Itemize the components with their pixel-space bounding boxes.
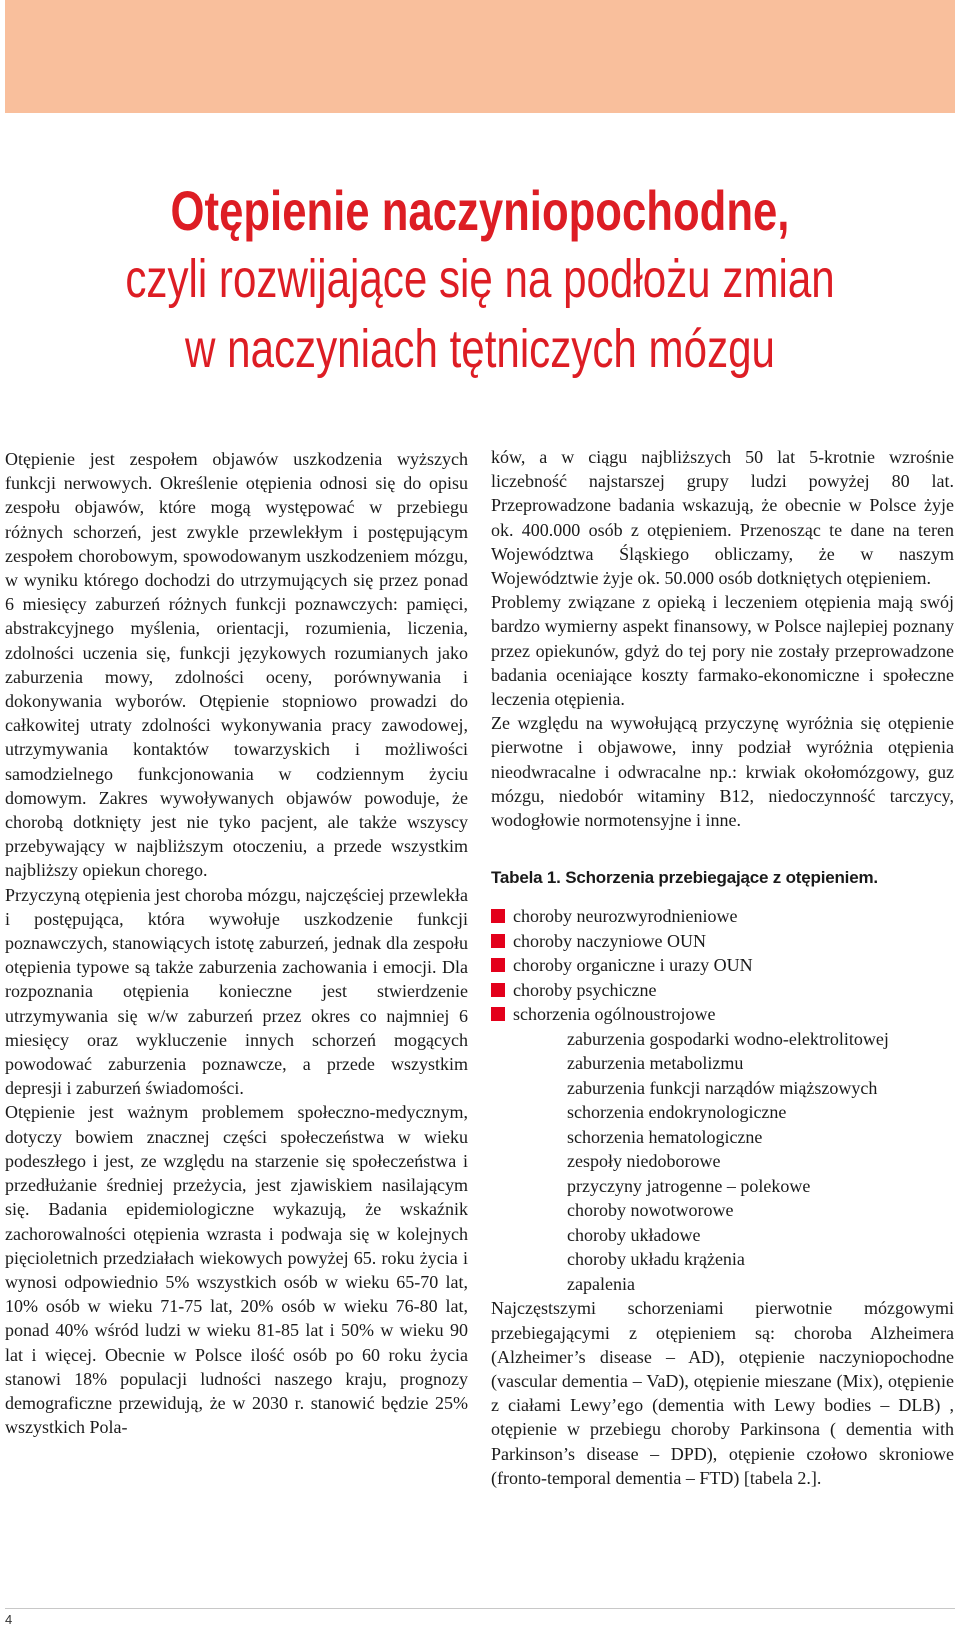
list-item-label: choroby neurozwyrodnieniowe [513,906,738,927]
sub-list-item: zaburzenia funkcji narządów miąższowych [567,1077,878,1098]
sub-list [491,1027,954,1297]
paragraph: ków, a w ciągu najbliższych 50 lat 5-krotnie wzrośnie liczebność najstarszej grupy ludzi powyżej 80 lat. Przeprowadzone badania wskazują, że obecnie w Polsce żyje ok. 400.000 osób z otępieniem. Przenosząc te dane na teren Województwa Śląskiego obliczamy, że w naszym Województwie żyje ok. 50.000 osób dotkniętych otępieniem. [491,447,954,589]
bullet-square-icon [491,958,505,972]
bullet-square-icon [491,934,505,948]
list-item-label: choroby naczyniowe OUN [513,930,706,951]
list-item-label: schorzenia ogólnoustrojowe [513,1004,716,1025]
list-item [491,978,954,1003]
paragraph: Przyczyną otępienia jest choroba mózgu, najczęściej przewlekła i postępująca, która wywołuje uszkodzenie funkcji poznawczych, stanowiących istotę zaburzeń, jednak dla zespołu otępienia typowe są także zaburzenia zachowania i emocji. Dla rozpoznania otępienia konieczne jest stwierdzenie utrzymywania się w/w zaburzeń przez okres co najmniej 6 miesięcy oraz wykluczenie innych schorzeń mogących powodować zaburzenia poznawcze, a przede wszystkim depresji i zaburzeń świadomości. [5,884,468,1099]
paragraph: Otępienie jest ważnym problemem społeczno-medycznym, dotyczy bowiem znacznej części społeczeństwa w wieku podeszłego i jest, ze względu na starzenie się społeczeństwa i przedłużanie średniej przeżycia, jest zjawiskiem nasilającym się. Badania epidemiologiczne wykazują, że wskaźnik zachorowalności otępienia wzrasta i podwaja się w kolejnych pięcioletnich przedziałach wiekowych powyżej 65. roku życia i wynosi odpowiednio 5% wszystkich osób w wieku 65-70 lat, 10% osób w wieku 71-75 lat, 20% osób w wieku 76-80 lat, ponad 40% wśród ludzi w wieku 81-85 lat i 50% w wieku 90 lat i więcej. Obecnie w Polsce ilość osób po 60 roku życia stanowi 18% populacji ludności naszego kraju, prognozy demograficzne przewidują, że w 2030 r. stanowić będzie 25% wszystkich Pola- [5,1102,468,1438]
paragraph: Problemy związane z opieką i leczeniem otępienia mają swój bardzo wymierny aspekt finansowy, w Polsce najlepiej poznany przez opiekunów, gdyż do tej pory nie zostały przeprowadzone badania oceniające koszty farmako-ekonomiczne i społeczne leczenia otępienia. [491,592,954,710]
bullet-square-icon [491,1007,505,1021]
title-line-1: Otępienie naczyniopochodne, [170,179,790,242]
page-number: 4 [5,1612,13,1627]
sub-list-item: zespoły niedoborowe [567,1151,721,1172]
table-caption: Tabela 1. Schorzenia przebiegające z otępieniem. [491,868,878,888]
sub-list-item: choroby układu krążenia [567,1249,745,1270]
title-line-2: czyli rozwijające się na podłożu zmian [125,249,835,309]
sub-list-item: choroby układowe [567,1224,701,1245]
bullet-square-icon [491,983,505,997]
paragraph: Otępienie jest zespołem objawów uszkodzenia wyższych funkcji nerwowych. Określenie otępienia odnosi się do opisu zespołu objawów, które mogą występować w przebiegu różnych schorzeń, jest zwykle przewlekłym i postępującym zespołem chorobowym, spowodowanym uszkodzeniem mózgu, w wyniku którego dochodzi do utrzymujących się przez ponad 6 miesięcy zaburzeń różnych funkcji poznawczych: pamięci, abstrakcyjnego myślenia, orientacji, rozumienia, liczenia, zdolności uczenia się, funkcji językowych rozumianych jako zaburzenia mowy, zdolności oceny, porównywania i dokonywania wyborów. Otępienie stopniowo prowadzi do całkowitej utraty zdolności wykonywania pracy zawodowej, utrzymywania kontaktów towarzyskich i możliwości samodzielnego funkcjonowania w codziennym życiu domowym. Zakres wywoływanych objawów powoduje, że chorobą dotknięty jest nie tyko pacjent, ale także wszyscy przebywający w najbliższym otoczeniu, a przede wszystkim najbliższy opiekun chorego. [5,449,468,881]
header-band [5,0,955,113]
sub-list-item: choroby nowotworowe [567,1200,734,1221]
sub-list-item: zaburzenia gospodarki wodno-elektrolitowej [567,1028,889,1049]
footer-divider [5,1608,955,1609]
list-item [491,953,954,978]
title-line-3: w naczyniach tętniczych mózgu [185,319,775,379]
bullet-square-icon [491,909,505,923]
paragraph: Ze względu na wywołującą przyczynę wyróżnia się otępienie pierwotne i objawowe, inny podział wyróżnia otępienia nieodwracalne i odwracalne np.: krwiak okołomózgowy, guz mózgu, niedobór witaminy B12, niedoczynność tarczycy, wodogłowie normotensyjne i inne. [491,713,954,831]
right-column [491,445,954,1490]
list-item [491,904,954,929]
list-item-label: choroby organiczne i urazy OUN [513,955,753,976]
disease-list [491,904,954,1027]
list-item [491,929,954,954]
paragraph: Najczęstszymi schorzeniami pierwotnie mózgowymi przebiegającymi z otępieniem są: choroba Alzheimera (Alzheimer’s disease – AD), otępienie naczyniopochodne (vascular dementia – VaD), otępienie mieszane (Mix), otępienie z ciałami Lewy’ego (dementia with Lewy bodies – DLB) , otępienie w przebiegu choroby Parkinsona ( dementia with Parkinson’s disease – DPD), otępienie czołowo skroniowe (fronto-temporal dementia – FTD) [tabela 2.]. [491,1298,954,1488]
left-column [5,447,468,1439]
sub-list-item: schorzenia endokrynologiczne [567,1102,787,1123]
sub-list-item: schorzenia hematologiczne [567,1126,763,1147]
sub-list-item: zaburzenia metabolizmu [567,1053,744,1074]
sub-list-item: zapalenia [567,1273,635,1294]
sub-list-item: przyczyny jatrogenne – polekowe [567,1175,811,1196]
list-item-label: choroby psychiczne [513,979,657,1000]
article-title [106,178,855,384]
list-item [491,1002,954,1027]
